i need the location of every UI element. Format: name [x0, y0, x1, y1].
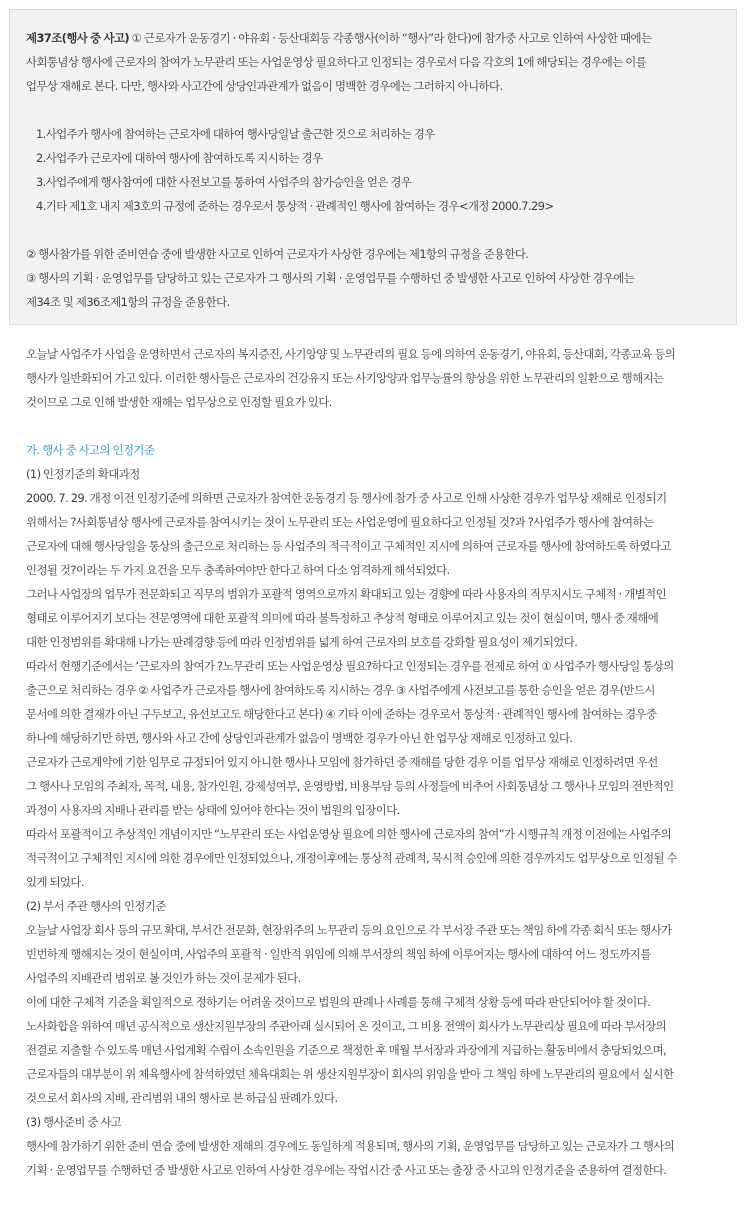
law-line: 사회통념상 행사에 근로자의 참여가 노무관리 또는 사업운영상 필요하다고 인정되는 경우로서 다음 각호의 1에 해당되는 경우에는 이를	[26, 55, 647, 69]
law-item-list	[26, 122, 724, 218]
law-tail-line: 제34조 및 제36조제1항의 규정을 준용한다.	[26, 295, 230, 309]
body-line: 있게 되었다.	[26, 875, 84, 889]
body-line: (2) 부서 주관 행사의 인정기준	[26, 899, 166, 913]
section-title: 가. 행사 중 사고의 인정기준	[26, 443, 155, 457]
intro-line: 오늘날 사업주가 사업을 운영하면서 근로자의 복지증진, 사기앙양 및 노무관리의 필요 등에 의하여 운동경기, 야유회, 등산대회, 각종교육 등의	[26, 347, 676, 361]
body-line: 근로자가 근로계약에 기한 임무로 규정되어 있지 아니한 행사나 모임에 참가하던 중 재해를 당한 경우 이를 업무상 재해로 인정하려면 우선	[26, 755, 658, 769]
body-line: 2000. 7. 29. 개정 이전 인정기준에 의하면 근로자가 참여한 운동경기 등 행사에 참가 중 사고로 인해 사상한 경우가 업무상 재해로 인정되기	[26, 491, 667, 505]
body-line: (1) 인정기준의 확대과정	[26, 467, 140, 481]
body-line: 오늘날 사업장 회사 등의 규모 확대, 부서간 전문화, 현장위주의 노무관리 등의 요인으로 각 부서장 주관 또는 책임 하에 각종 회식 또는 행사가	[26, 923, 672, 937]
body-line: 하나에 해당하기만 하면, 행사와 사고 간에 상당인과관계가 없음이 명백한 경우가 아닌 한 업무상 재해로 인정하고 있다.	[26, 731, 573, 745]
blank-line	[26, 414, 744, 438]
body-line: 문서에 의한 결재가 아닌 구두보고, 유선보고도 해당한다고 본다) ④ 기타 이에 준하는 경우로서 통상적 · 관례적인 행사에 참여하는 경우중	[26, 707, 657, 721]
body-line: 이에 대한 구체적 기준을 획일적으로 정하기는 어려울 것이므로 법원의 판례나 사례를 통해 구체적 상황 등에 따라 판단되어야 할 것이다.	[26, 995, 651, 1009]
body-line: 기획 · 운영업무를 수행하던 중 발생한 사고로 인하여 사상한 경우에는 작업시간 중 사고 또는 출장 중 사고의 인정기준을 준용하여 결정한다.	[26, 1163, 667, 1177]
body-line: 전결로 지출할 수 있도록 매년 사업계획 수립이 소속인원을 기준으로 책정한 후 매월 부서장과 과장에게 지급하는 활동비에서 충당되었으며,	[26, 1043, 667, 1057]
law-item: 2.사업주가 근로자에 대하여 행사에 참여하도록 지시하는 경우	[36, 151, 323, 165]
body-line: 대한 인정범위를 확대해 나가는 판례경향 등에 따라 인정범위를 넓게 하여 근로자의 보호를 강화할 필요성이 제기되었다.	[26, 635, 578, 649]
body-line: 출근으로 처리하는 경우 ② 사업주가 근로자를 행사에 참여하도록 지시하는 경우 ③ 사업주에게 사전보고를 통한 승인을 얻은 경우(반드시	[26, 683, 655, 697]
law-tail-line: ③ 행사의 기획 · 운영업무를 담당하고 있는 근로자가 그 행사의 기획 · 운영업무를 수행하던 중 발생한 사고로 인하여 사상한 경우에는	[26, 271, 635, 285]
body-line: (3) 행사준비 중 사고	[26, 1115, 122, 1129]
body-line: 위해서는 ?사회통념상 행사에 근로자를 참여시키는 것이 노무관리 또는 사업운영에 필요하다고 인정될 것?과 ?사업주가 행사에 참여하는	[26, 515, 654, 529]
law-article-box	[9, 9, 737, 325]
law-line: ① 근로자가 운동경기 · 야유회 · 등산대회등 각종행사(이하 “행사”라 한다)에 참가중 사고로 인하여 사상한 때에는	[129, 31, 652, 45]
body-line: 그러나 사업장의 업무가 전문화되고 직무의 범위가 포괄적 영역으로까지 확대되고 있는 경향에 따라 사용자의 직무지시도 구체적 · 개별적인	[26, 587, 667, 601]
body-line: 것으로서 회사의 지배, 관리범위 내의 행사로 본 하급심 판례가 있다.	[26, 1091, 338, 1105]
body-line: 과정이 사용자의 지배나 관리를 받는 상태에 있어야 한다는 것이 법원의 입장이다.	[26, 803, 400, 817]
law-item: 4.기타 제1호 내지 제3호의 규정에 준하는 경우로서 통상적 · 관례적인 행사에 참여하는 경우<개정 2000.7.29>	[36, 199, 554, 213]
law-item: 1.사업주가 행사에 참여하는 근로자에 대하여 행사당일날 출근한 것으로 처리하는 경우	[36, 127, 435, 141]
body-line: 그 행사나 모임의 주최자, 목적, 내용, 참가인원, 강제성여부, 운영방법, 비용부담 등의 사정들에 비추어 사회통념상 그 행사나 모임의 전반적인	[26, 779, 674, 793]
body-line: 따라서 포괄적이고 추상적인 개념이지만 “노무관리 또는 사업운영상 필요에 의한 행사에 근로자의 참여”가 시행규칙 개정 이전에는 사업주의	[26, 827, 672, 841]
blank-line	[26, 218, 724, 242]
commentary	[26, 342, 744, 1182]
blank-line	[26, 98, 724, 122]
intro-line: 것이므로 그로 인해 발생한 재해는 업무상으로 인정할 필요가 있다.	[26, 395, 332, 409]
body-line: 인정될 것?이라는 두 가지 요건을 모두 충족하여야만 한다고 하여 다소 엄격하게 해석되었다.	[26, 563, 450, 577]
law-item: 3.사업주에게 행사참여에 대한 사전보고를 통하여 사업주의 참가승인을 얻은 경우	[36, 175, 412, 189]
body-line: 빈번하게 행해지는 것이 현실이며, 사업주의 포괄적 · 일반적 위임에 의해 부서장의 책임 하에 이루어지는 행사에 대하여 어느 정도까지를	[26, 947, 651, 961]
body-line: 사업주의 지배관리 범위로 볼 것인가 하는 것이 문제가 된다.	[26, 971, 301, 985]
body-line: 적극적이고 구체적인 지시에 의한 경우에만 인정되었으나, 개정이후에는 통상적 관례적, 묵시적 승인에 의한 경우까지도 업무상으로 인정될 수	[26, 851, 678, 865]
intro-line: 행사가 일반화되어 가고 있다. 이러한 행사들은 근로자의 건강유지 또는 사기앙양과 업무능률의 향상을 위한 노무관리의 일환으로 행해지는	[26, 371, 664, 385]
article-title: 제37조(행사 중 사고)	[26, 31, 130, 45]
law-tail-line: ② 행사참가를 위한 준비연습 중에 발생한 사고로 인하여 근로자가 사상한 경우에는 제1항의 규정을 준용한다.	[26, 247, 529, 261]
body-line: 근로자들의 대부분이 위 체육행사에 참석하였던 체육대회는 위 생산지원부장이 회사의 위임을 받아 그 책임 하에 노무관리의 필요에서 실시한	[26, 1067, 674, 1081]
law-first-line	[26, 26, 724, 50]
law-line: 업무상 재해로 본다. 다만, 행사와 사고간에 상당인과관계가 없음이 명백한 경우에는 그러하지 아니하다.	[26, 79, 503, 93]
body-line: 행사에 참가하기 위한 준비 연습 중에 발생한 재해의 경우에도 동일하게 적용되며, 행사의 기획, 운영업무를 담당하고 있는 근로자가 그 행사의	[26, 1139, 675, 1153]
body-line: 형태로 이루어지기 보다는 전문영역에 대한 포괄적 의미에 따라 불특정하고 추상적 형태로 이루어지고 있는 것이 현실이며, 행사 중 재해에	[26, 611, 659, 625]
body-line: 따라서 현행기준에서는 ‘근로자의 참여가 ?노무관리 또는 사업운영상 필요?하다고 인정되는 경우를 전제로 하여 ① 사업주가 행사당일 통상의	[26, 659, 674, 673]
body-line: 근로자에 대해 행사당일을 통상의 출근으로 처리하는 등 사업주의 적극적이고 구체적인 지시에 의하여 근로자를 행사에 참여하도록 하였다고	[26, 539, 671, 553]
body-line: 노사화합을 위하여 매년 공식적으로 생산지원부장의 주관아래 실시되어 온 것이고, 그 비용 전액이 회사가 노무관리상 필요에 따라 부서장의	[26, 1019, 667, 1033]
